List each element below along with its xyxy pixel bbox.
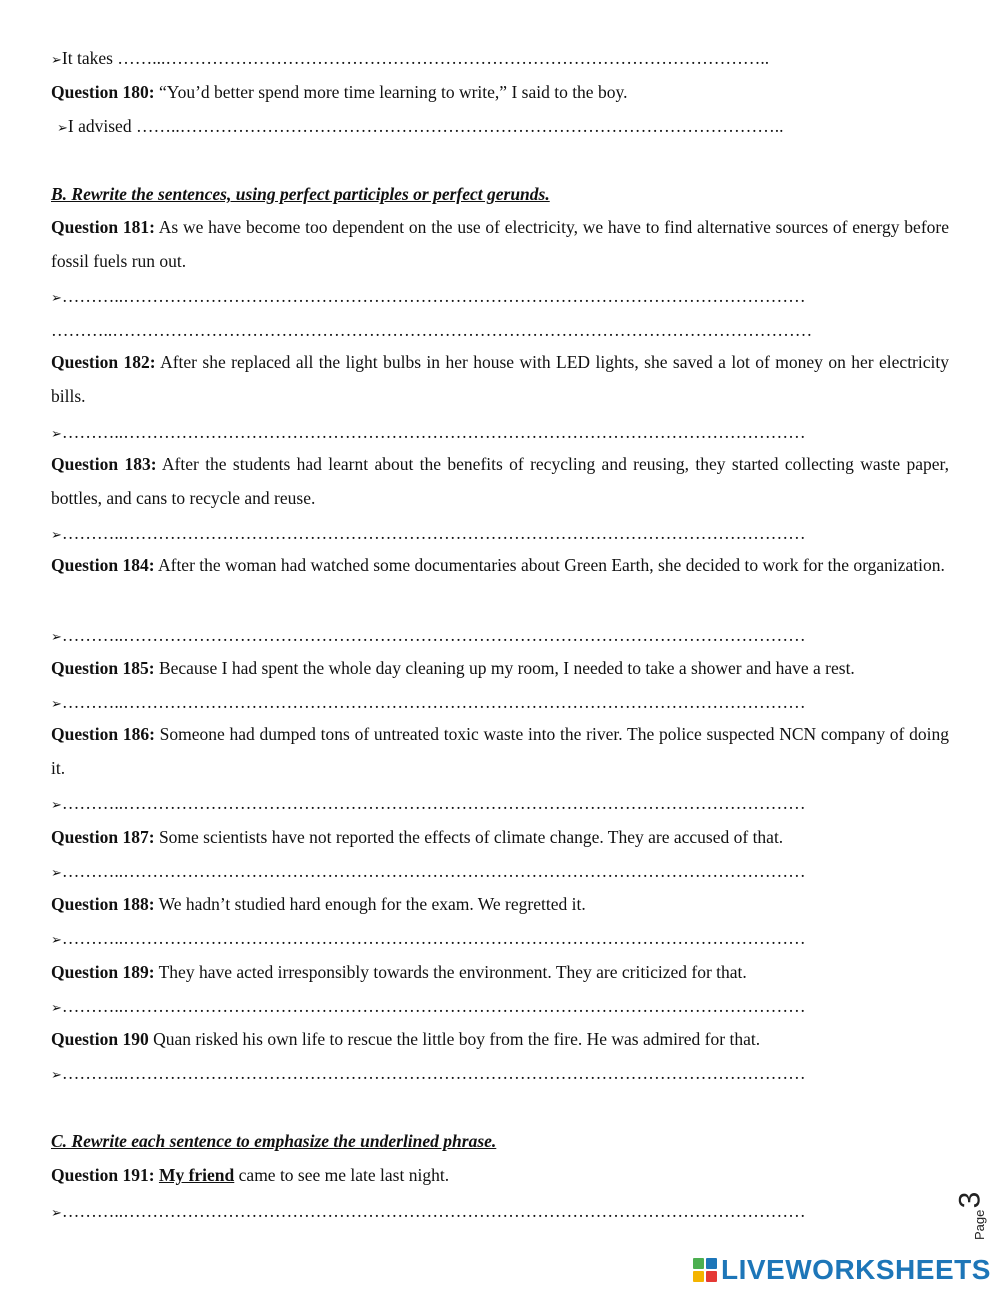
question-184: Question 184: After the woman had watched some documentaries about Green Earth, she decided to work for the organization. <box>51 555 945 575</box>
arrow-bullet-icon: ➢ <box>51 291 62 306</box>
question-label: Question 181: <box>51 217 155 237</box>
underlined-phrase: My friend <box>158 1165 235 1185</box>
arrow-bullet-icon: ➢ <box>51 427 62 442</box>
answer-line-183[interactable]: ➢………..……………………………………………………………………………………………………… <box>51 523 806 543</box>
question-183: Question 183: After the students had learnt about the benefits of recycling and reusing, they started collecting waste paper, bottles, and cans to recycle and reuse. <box>51 454 949 508</box>
question-label: Question 184: <box>51 555 155 575</box>
liveworksheets-brand[interactable] <box>693 1254 991 1286</box>
question-label: Question 180: <box>51 82 155 102</box>
answer-line-181[interactable]: ➢………..……………………………………………………………………………………………………… <box>51 286 806 306</box>
question-label: Question 188: <box>51 894 155 914</box>
arrow-bullet-icon: ➢ <box>51 630 62 645</box>
question-188: Question 188: We hadn’t studied hard enough for the exam. We regretted it. <box>51 894 586 914</box>
question-181: Question 181: As we have become too dependent on the use of electricity, we have to find alternative sources of energy before fossil fuels run out. <box>51 217 949 271</box>
question-187: Question 187: Some scientists have not reported the effects of climate change. They are accused of that. <box>51 827 784 847</box>
answer-line-179: ➢It takes ……...………………………………………………………………………………………….. <box>51 48 770 68</box>
section-b-heading: B. Rewrite the sentences, using perfect participles or perfect gerunds. <box>51 184 550 204</box>
question-189: Question 189: They have acted irresponsibly towards the environment. They are criticized for that. <box>51 962 747 982</box>
liveworksheets-logo-icon <box>693 1258 717 1282</box>
question-label: Question 189: <box>51 962 155 982</box>
question-182: Question 182: After she replaced all the light bulbs in her house with LED lights, she saved a lot of money on her electricity bills. <box>51 352 949 406</box>
arrow-bullet-icon: ➢ <box>51 697 62 712</box>
question-label: Question 182: <box>51 352 156 372</box>
answer-line-182[interactable]: ➢………..……………………………………………………………………………………………………… <box>51 422 806 442</box>
arrow-bullet-icon: ➢ <box>51 1001 62 1016</box>
page-label: Page <box>972 1209 987 1240</box>
answer-line-185[interactable]: ➢………..……………………………………………………………………………………………………… <box>51 692 806 712</box>
answer-line-181-continued[interactable]: ………..………………………………………………………………………………………………………… <box>51 320 813 340</box>
answer-line-184[interactable]: ➢………..……………………………………………………………………………………………………… <box>51 625 806 645</box>
question-label: Question 187: <box>51 827 155 847</box>
brand-name: LIVEWORKSHEETS <box>721 1254 991 1285</box>
question-185: Question 185: Because I had spent the whole day cleaning up my room, I needed to take a shower and have a rest. <box>51 658 855 678</box>
question-label: Question 186: <box>51 724 155 744</box>
answer-line-188[interactable]: ➢………..……………………………………………………………………………………………………… <box>51 928 806 948</box>
arrow-bullet-icon: ➢ <box>51 866 62 881</box>
question-191: Question 191: My friend came to see me late last night. <box>51 1165 450 1185</box>
arrow-bullet-icon: ➢ <box>51 1068 62 1083</box>
question-label: Question 183: <box>51 454 157 474</box>
arrow-bullet-icon: ➢ <box>51 798 62 813</box>
question-190: Question 190 Quan risked his own life to rescue the little boy from the fire. He was admired for that. <box>51 1029 761 1049</box>
question-180: Question 180: “You’d better spend more time learning to write,” I said to the boy. <box>51 82 628 102</box>
answer-line-180: ➢I advised ……..………………………………………………………………………………………….. <box>57 116 784 136</box>
question-label: Question 190 <box>51 1029 149 1049</box>
answer-line-187[interactable]: ➢………..……………………………………………………………………………………………………… <box>51 861 806 881</box>
question-label: Question 191: <box>51 1165 155 1185</box>
arrow-bullet-icon: ➢ <box>51 53 62 68</box>
arrow-bullet-icon: ➢ <box>51 528 62 543</box>
page-number: 3 <box>953 1191 987 1209</box>
arrow-bullet-icon: ➢ <box>51 933 62 948</box>
answer-line-191[interactable]: ➢………..……………………………………………………………………………………………………… <box>51 1201 806 1221</box>
arrow-bullet-icon: ➢ <box>57 121 68 136</box>
arrow-bullet-icon: ➢ <box>51 1206 62 1221</box>
question-186: Question 186: Someone had dumped tons of untreated toxic waste into the river. The police suspected NCN company of doing it. <box>51 724 949 778</box>
section-c-heading: C. Rewrite each sentence to emphasize the underlined phrase. <box>51 1131 497 1151</box>
answer-line-186[interactable]: ➢………..……………………………………………………………………………………………………… <box>51 793 806 813</box>
answer-line-190[interactable]: ➢………..……………………………………………………………………………………………………… <box>51 1063 806 1083</box>
answer-line-189[interactable]: ➢………..……………………………………………………………………………………………………… <box>51 996 806 1016</box>
question-label: Question 185: <box>51 658 155 678</box>
